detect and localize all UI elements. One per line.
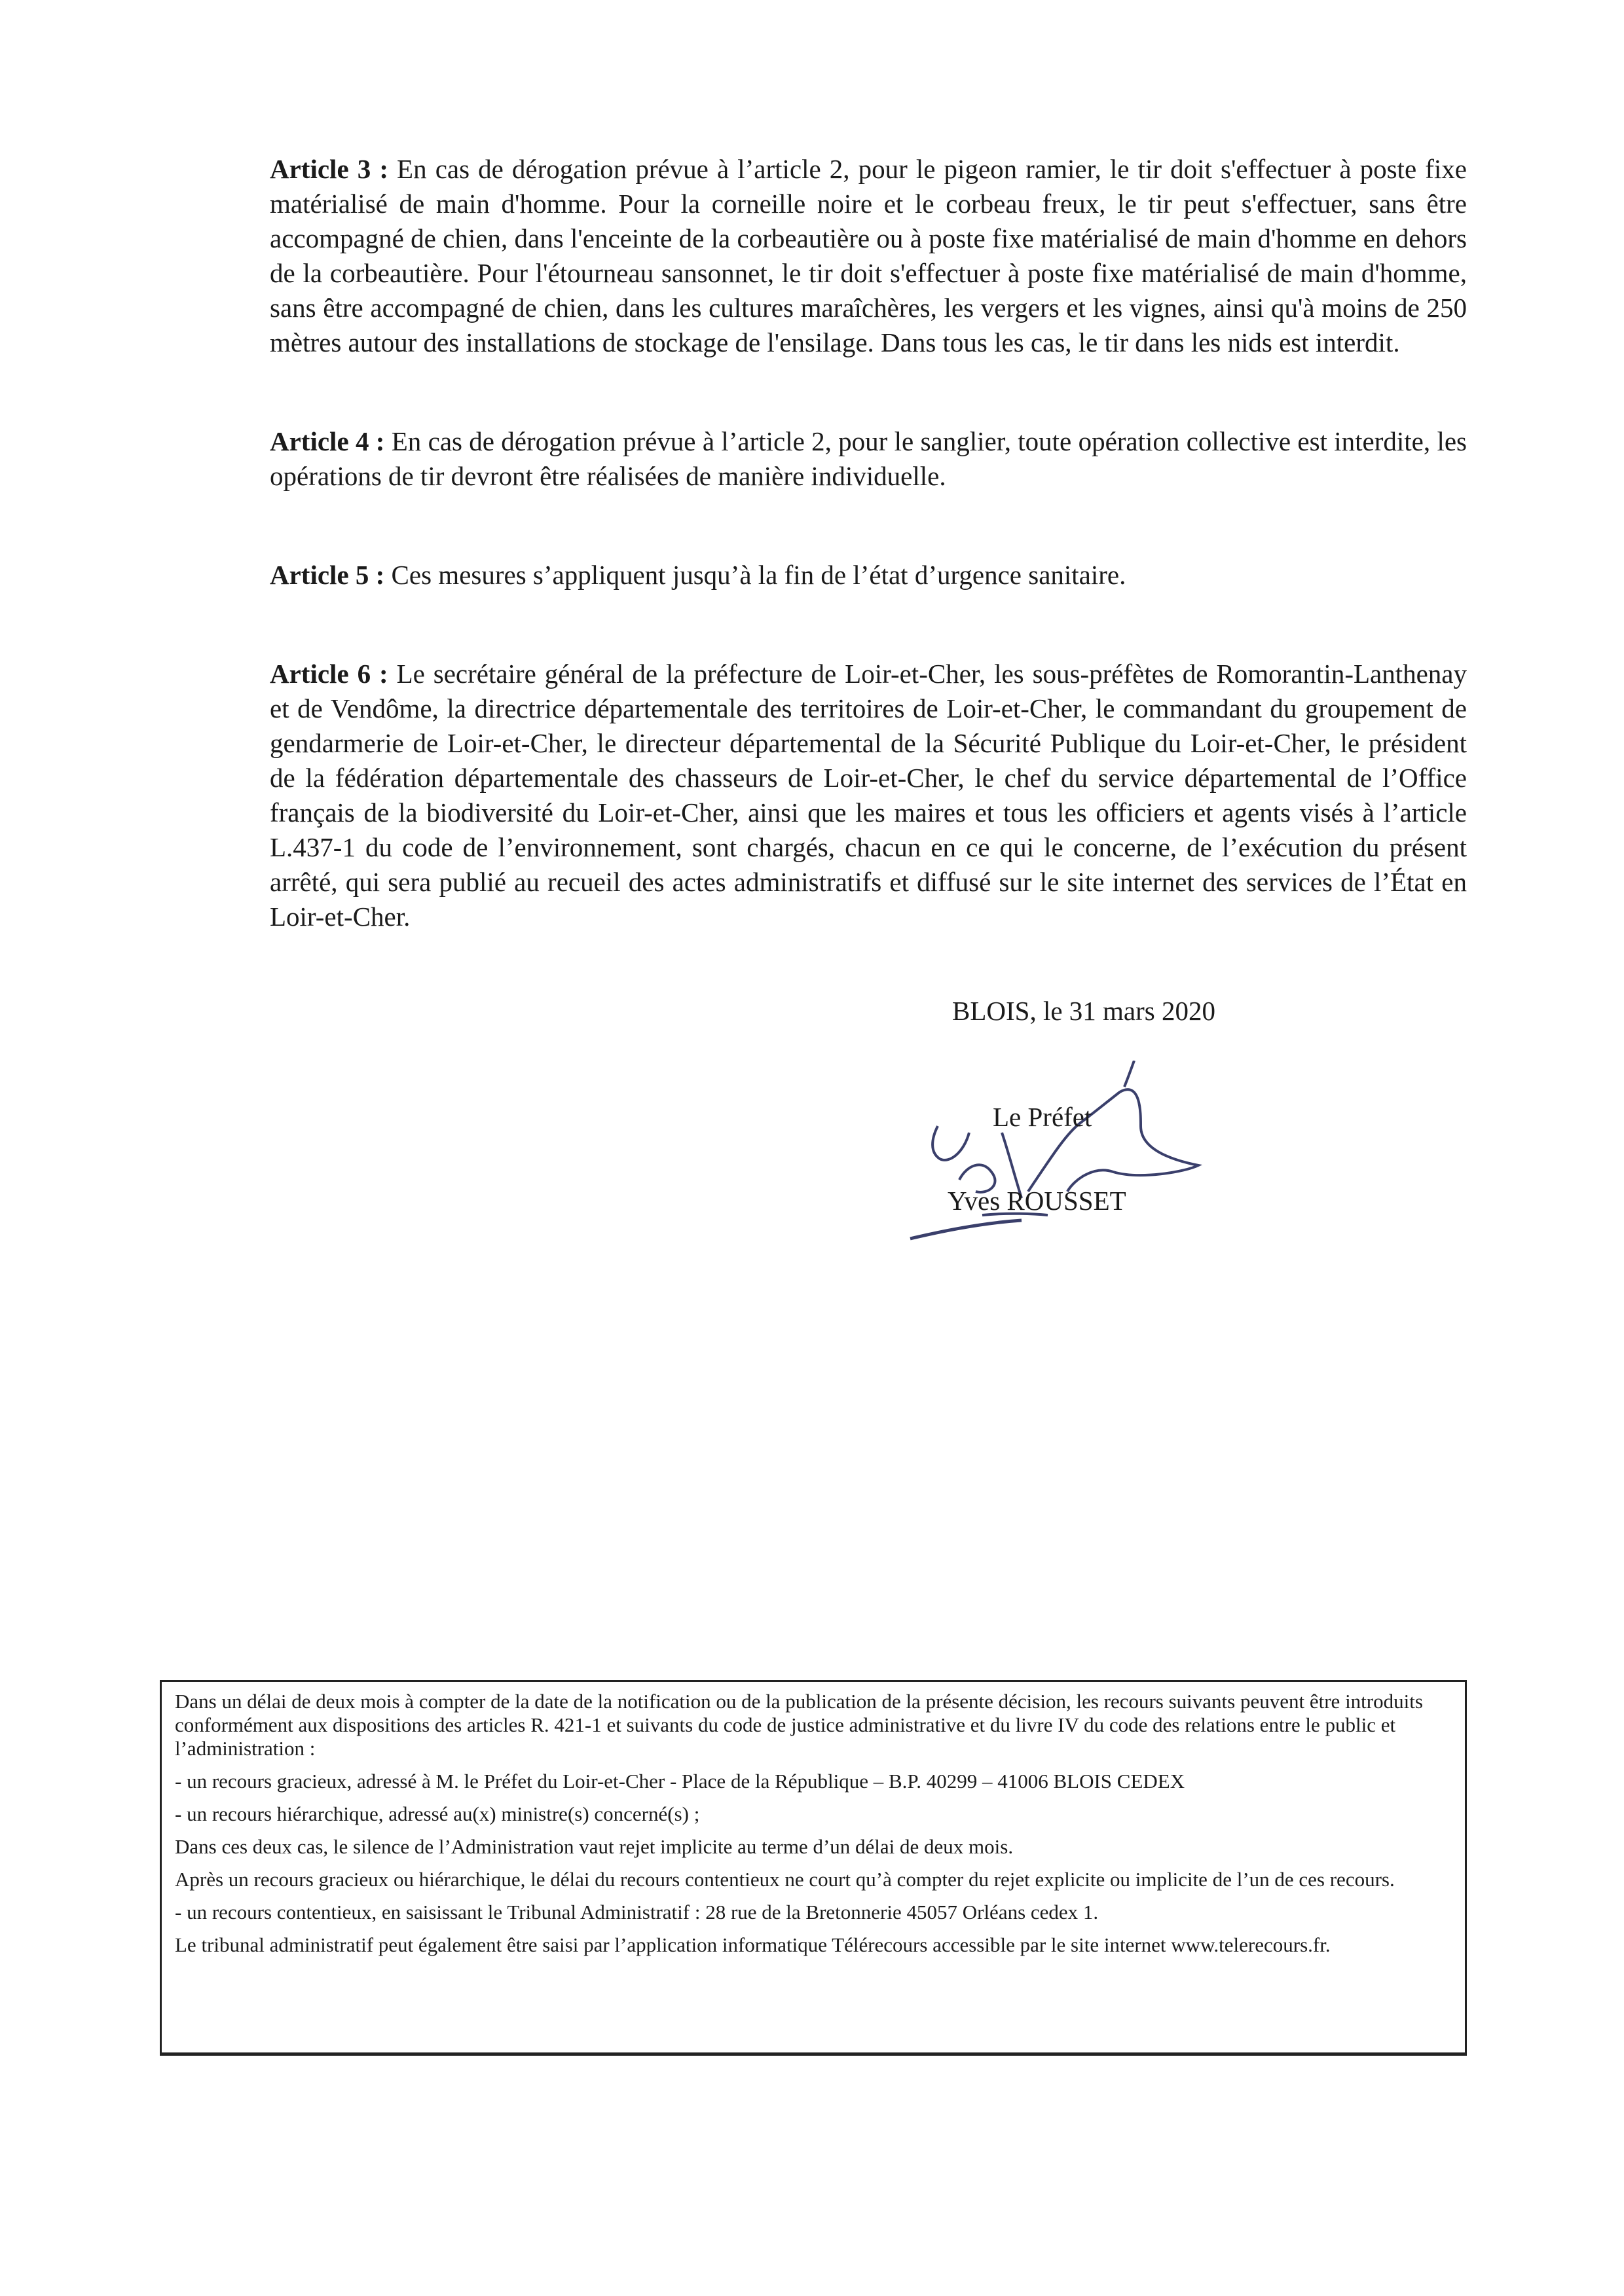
notice-paragraph: - un recours gracieux, adressé à M. le Préfet du Loir-et-Cher - Place de la République – B.P. 40299 – 41006 BLOIS CEDEX (175, 1770, 1185, 1793)
articles-section (270, 152, 1467, 998)
article-4 (270, 424, 1467, 494)
article-text: Ces mesures s’appliquent jusqu’à la fin de l’état d’urgence sanitaire. (384, 560, 1126, 590)
appeal-notice-box (160, 1680, 1467, 2056)
article-label: Article 4 : (270, 426, 385, 456)
article-text: En cas de dérogation prévue à l’article 2, pour le sanglier, toute opération collective est interdite, les opérations de tir devront être réalisées de manière individuelle. (270, 426, 1467, 491)
notice-paragraph: Le tribunal administratif peut également être saisi par l’application informatique Télérecours accessible par le site internet www.telerecours.fr. (175, 1933, 1331, 1956)
article-3 (270, 152, 1467, 360)
article-text: En cas de dérogation prévue à l’article 2, pour le pigeon ramier, le tir doit s'effectuer à poste fixe matérialisé de main d'homme. Pour la corneille noire et le corbeau freux, le tir peut s'effectuer, sans être accompagné de chien, dans l'enceinte de la corbeautière ou à poste fixe matérialisé de main d'homme en dehors de la corbeautière. Pour l'étourneau sansonnet, le tir doit s'effectuer à poste fixe matérialisé de main d'homme, sans être accompagné de chien, dans les cultures maraîchères, les vergers et les vignes, ainsi qu'à moins de 250 mètres autour des installations de stockage de l'ensilage. Dans tous les cas, le tir dans les nids est interdit. (270, 154, 1467, 357)
signature-block (904, 995, 1329, 1270)
handwritten-signature (904, 1061, 1231, 1257)
notice-paragraph: - un recours contentieux, en saisissant le Tribunal Administratif : 28 rue de la Bretonnerie 45057 Orléans cedex 1. (175, 1901, 1099, 1923)
signatory-title: Le Préfet (993, 1102, 1092, 1132)
article-6 (270, 657, 1467, 934)
article-label: Article 5 : (270, 560, 385, 590)
article-label: Article 6 : (270, 659, 388, 689)
notice-paragraph: Dans ces deux cas, le silence de l’Administration vaut rejet implicite au terme d’un délai de deux mois. (175, 1835, 1014, 1858)
article-5 (270, 558, 1467, 592)
notice-paragraph: Après un recours gracieux ou hiérarchique, le délai du recours contentieux ne court qu’à compter du rejet explicite ou implicite de l’un de ces recours. (175, 1868, 1395, 1891)
place-date: BLOIS, le 31 mars 2020 (952, 996, 1215, 1026)
signatory-name: Yves ROUSSET (948, 1186, 1126, 1216)
notice-paragraph: Dans un délai de deux mois à compter de la date de la notification ou de la publication de la présente décision, les recours suivants peuvent être introduits conformément aux dispositions des articles R. 421-1 et suivants du code de justice administrative et du livre IV du code des relations entre le public et l’administration : (175, 1690, 1423, 1760)
notice-paragraph: - un recours hiérarchique, adressé au(x) ministre(s) concerné(s) ; (175, 1802, 700, 1825)
article-text: Le secrétaire général de la préfecture de Loir-et-Cher, les sous-préfètes de Romorantin-Lanthenay et de Vendôme, la directrice départementale des territoires de Loir-et-Cher, le commandant du groupement de gendarmerie de Loir-et-Cher, le directeur départemental de la Sécurité Publique du Loir-et-Cher, le président de la fédération départementale des chasseurs de Loir-et-Cher, le chef du service départemental de l’Office français de la biodiversité du Loir-et-Cher, ainsi que les maires et tous les officiers et agents visés à l’article L.437-1 du code de l’environnement, sont chargés, chacun en ce qui le concerne, de l’exécution du présent arrêté, qui sera publié au recueil des actes administratifs et diffusé sur le site internet des services de l’État en Loir-et-Cher. (270, 659, 1467, 932)
article-label: Article 3 : (270, 154, 388, 184)
